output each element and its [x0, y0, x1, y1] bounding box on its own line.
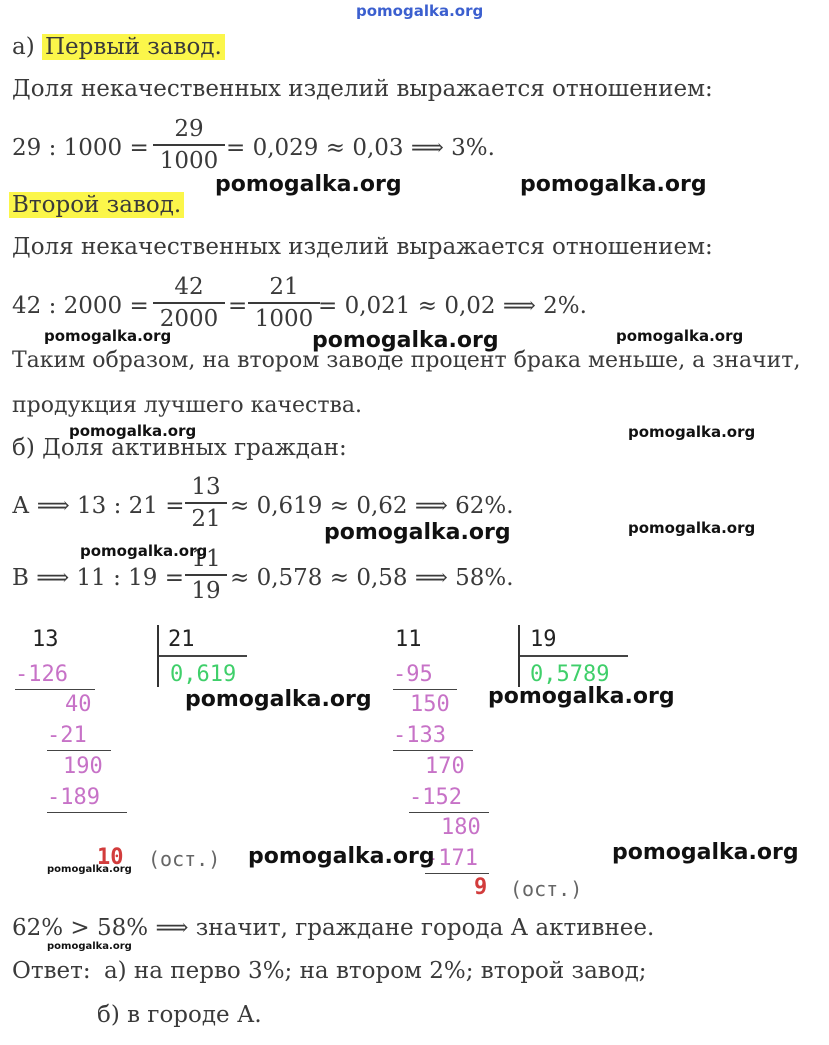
- eq1-denominator: 1000: [159, 148, 219, 174]
- div1-remainder-note: (ост.): [148, 847, 221, 871]
- div1-step-4: 190: [63, 754, 103, 779]
- watermark: pomogalka.org: [80, 542, 208, 560]
- watermark: pomogalka.org: [488, 684, 675, 709]
- div2-step-4: 170: [425, 754, 465, 779]
- eq1-numerator: 29: [174, 116, 204, 142]
- watermark: pomogalka.org: [312, 328, 499, 353]
- div2-remainder: 9: [474, 875, 488, 900]
- eq2-numerator-2: 21: [269, 274, 299, 300]
- watermark: pomogalka.org: [628, 519, 756, 537]
- watermark: pomogalka.org: [628, 423, 756, 441]
- div1-dividend: 13: [32, 627, 59, 652]
- eqA-left: А ⟹ 13 : 21 =: [12, 493, 185, 519]
- eqB-right: ≈ 0,578 ≈ 0,58 ⟹ 58%.: [230, 565, 514, 591]
- div1-step-3: -21: [47, 723, 87, 748]
- eqB-numerator: 11: [191, 546, 221, 572]
- factory1-title: Первый завод.: [42, 34, 225, 60]
- eq2-fraction-2: [248, 274, 320, 332]
- div1-line-3: [47, 812, 127, 813]
- share-text-1: Доля некачественных изделий выражается отношением:: [12, 76, 713, 102]
- eq2-denominator-2: 1000: [254, 306, 314, 332]
- factory2-title: Второй завод.: [9, 192, 184, 218]
- div2-step-5: -152: [409, 785, 462, 810]
- share-text-2: Доля некачественных изделий выражается отношением:: [12, 234, 713, 260]
- watermark: pomogalka.org: [47, 864, 132, 875]
- div2-step-7: -171: [425, 846, 478, 871]
- eqB-left: В ⟹ 11 : 19 =: [12, 565, 184, 591]
- fraction-bar: [153, 302, 225, 304]
- div1-divisor-line: [159, 655, 247, 657]
- eq2-left: 42 : 2000 =: [12, 293, 149, 319]
- eqA-fraction: [185, 474, 227, 532]
- top-watermark: pomogalka.org: [356, 2, 484, 20]
- eqB-denominator: 19: [191, 578, 221, 604]
- div2-divisor: 19: [530, 627, 557, 652]
- watermark: pomogalka.org: [44, 327, 172, 345]
- watermark: pomogalka.org: [215, 172, 402, 197]
- answer-part-a: а) на перво 3%; на втором 2%; второй завод;: [103, 958, 647, 984]
- watermark: pomogalka.org: [324, 520, 511, 545]
- div2-remainder-note: (ост.): [510, 877, 583, 901]
- div1-divisor: 21: [168, 627, 195, 652]
- eq2-denominator-1: 2000: [159, 306, 219, 332]
- div1-step-1: -126: [15, 662, 68, 687]
- watermark: pomogalka.org: [69, 422, 197, 440]
- div2-line-4: [425, 873, 489, 874]
- watermark: pomogalka.org: [612, 840, 799, 865]
- div2-step-3: -133: [393, 723, 446, 748]
- eq1-fraction: [153, 116, 225, 174]
- div2-quotient: 0,5789: [530, 662, 610, 687]
- div2-step-2: 150: [410, 692, 450, 717]
- div2-line-2: [393, 750, 473, 751]
- div1-line-2: [47, 750, 111, 751]
- div1-line-1: [15, 689, 95, 690]
- div2-divisor-line: [520, 655, 628, 657]
- eqA-denominator: 21: [191, 506, 221, 532]
- eq2-fraction-1: [153, 274, 225, 332]
- div1-step-2: 40: [65, 692, 92, 717]
- div2-line-3: [409, 812, 489, 813]
- part-a-heading: [12, 34, 225, 60]
- div2-line-1: [393, 689, 457, 690]
- conclusion-line-2: продукция лучшего качества.: [12, 393, 363, 418]
- eq2-numerator-1: 42: [174, 274, 204, 300]
- comparison: 62% > 58% ⟹ значит, граждане города А активнее.: [12, 915, 655, 941]
- watermark: pomogalka.org: [520, 172, 707, 197]
- watermark: pomogalka.org: [47, 941, 132, 952]
- div1-remainder: 10: [97, 845, 124, 870]
- fraction-bar: [185, 574, 227, 576]
- watermark: pomogalka.org: [185, 687, 372, 712]
- fraction-bar: [185, 502, 227, 504]
- eqA-numerator: 13: [191, 474, 221, 500]
- part-a-label: а): [12, 34, 35, 60]
- eq1-left: 29 : 1000 =: [12, 135, 149, 161]
- div2-step-1: -95: [393, 662, 433, 687]
- div1-quotient: 0,619: [170, 662, 237, 687]
- answer-part-b: б) в городе А.: [97, 1002, 262, 1028]
- eq1-right: = 0,029 ≈ 0,03 ⟹ 3%.: [226, 135, 495, 161]
- div2-dividend: 11: [395, 627, 422, 652]
- answer-label: Ответ:: [12, 958, 91, 984]
- fraction-bar: [153, 144, 225, 146]
- eq2-mid: =: [228, 293, 248, 319]
- watermark: pomogalka.org: [616, 327, 744, 345]
- watermark: pomogalka.org: [248, 844, 435, 869]
- fraction-bar: [248, 302, 320, 304]
- conclusion-line-1: Таким образом, на втором заводе процент брака меньше, а значит,: [12, 348, 801, 373]
- eq2-right: = 0,021 ≈ 0,02 ⟹ 2%.: [318, 293, 587, 319]
- div2-step-6: 180: [441, 815, 481, 840]
- part-b-heading: б) Доля активных граждан:: [12, 435, 347, 461]
- eqA-right: ≈ 0,619 ≈ 0,62 ⟹ 62%.: [230, 493, 514, 519]
- answer-line-1: [12, 958, 647, 984]
- part-a-heading-2: [9, 192, 184, 218]
- div1-step-5: -189: [47, 785, 100, 810]
